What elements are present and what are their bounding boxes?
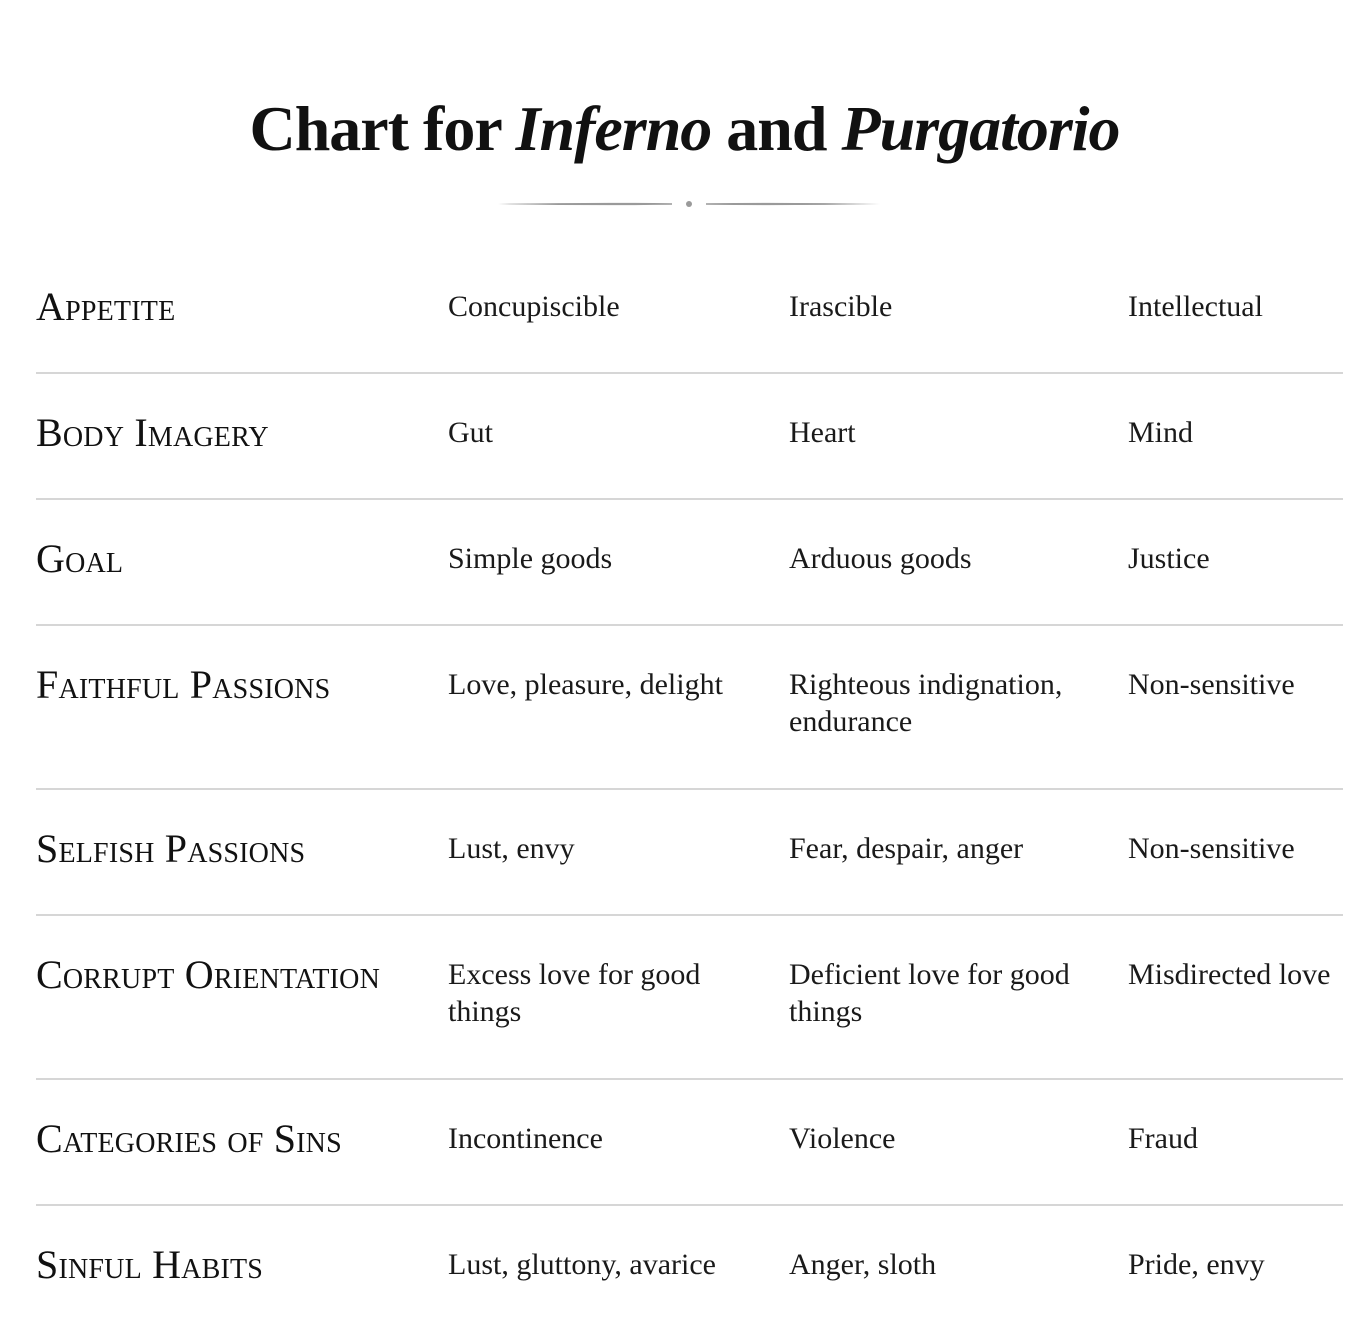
table-row-categories-of-sins — [36, 1080, 1343, 1206]
cell-intellectual: Misdirected love — [1128, 958, 1331, 991]
title-text-2: and — [711, 92, 842, 164]
cell-intellectual: Intellectual — [1128, 290, 1263, 323]
title-text-1: Chart for — [249, 92, 516, 164]
page-title — [0, 91, 1369, 167]
table-row-faithful-passions — [36, 626, 1343, 790]
row-label: Body Imagery — [36, 410, 269, 455]
cell-intellectual: Justice — [1128, 542, 1210, 575]
cell-intellectual: Mind — [1128, 416, 1194, 449]
cell-concupiscible: Lust, envy — [448, 832, 575, 865]
cell-concupiscible: Love, pleasure, delight — [448, 668, 723, 701]
row-label: Selfish Passions — [36, 826, 306, 871]
cell-concupiscible: Simple goods — [448, 542, 613, 575]
table-row-appetite — [36, 248, 1343, 374]
cell-intellectual: Fraud — [1128, 1122, 1198, 1155]
divider-ornament — [494, 193, 884, 215]
cell-irascible: Heart — [789, 416, 856, 449]
table-row-body-imagery — [36, 374, 1343, 500]
row-label: Sinful Habits — [36, 1242, 264, 1287]
cell-irascible: Violence — [789, 1122, 896, 1155]
title-purgatorio: Purgatorio — [841, 92, 1120, 164]
table-row-corrupt-orientation — [36, 916, 1343, 1080]
comparison-table — [36, 248, 1343, 1332]
row-label: Appetite — [36, 284, 176, 329]
cell-concupiscible: Gut — [448, 416, 493, 449]
cell-intellectual: Non-sensitive — [1128, 832, 1295, 865]
cell-irascible: Fear, despair, anger — [789, 832, 1024, 865]
table-row-goal — [36, 500, 1343, 626]
cell-irascible: Anger, sloth — [789, 1248, 937, 1281]
row-label: Categories of Sins — [36, 1116, 342, 1161]
row-label: Faithful Passions — [36, 662, 331, 707]
cell-concupiscible: Excess love for good things — [448, 958, 701, 1028]
cell-irascible: Deficient love for good things — [789, 958, 1070, 1028]
table-row-selfish-passions — [36, 790, 1343, 916]
cell-irascible: Irascible — [789, 290, 893, 323]
title-inferno: Inferno — [515, 92, 712, 164]
row-label: Goal — [36, 536, 124, 581]
table-row-sinful-habits — [36, 1206, 1343, 1332]
cell-intellectual: Pride, envy — [1128, 1248, 1265, 1281]
cell-irascible: Arduous goods — [789, 542, 972, 575]
cell-concupiscible: Lust, gluttony, avarice — [448, 1248, 716, 1281]
row-label: Corrupt Orientation — [36, 952, 381, 997]
cell-intellectual: Non-sensitive — [1128, 668, 1295, 701]
cell-concupiscible: Incontinence — [448, 1122, 603, 1155]
cell-concupiscible: Concupiscible — [448, 290, 620, 323]
cell-irascible: Righteous indignation, endurance — [789, 668, 1063, 738]
